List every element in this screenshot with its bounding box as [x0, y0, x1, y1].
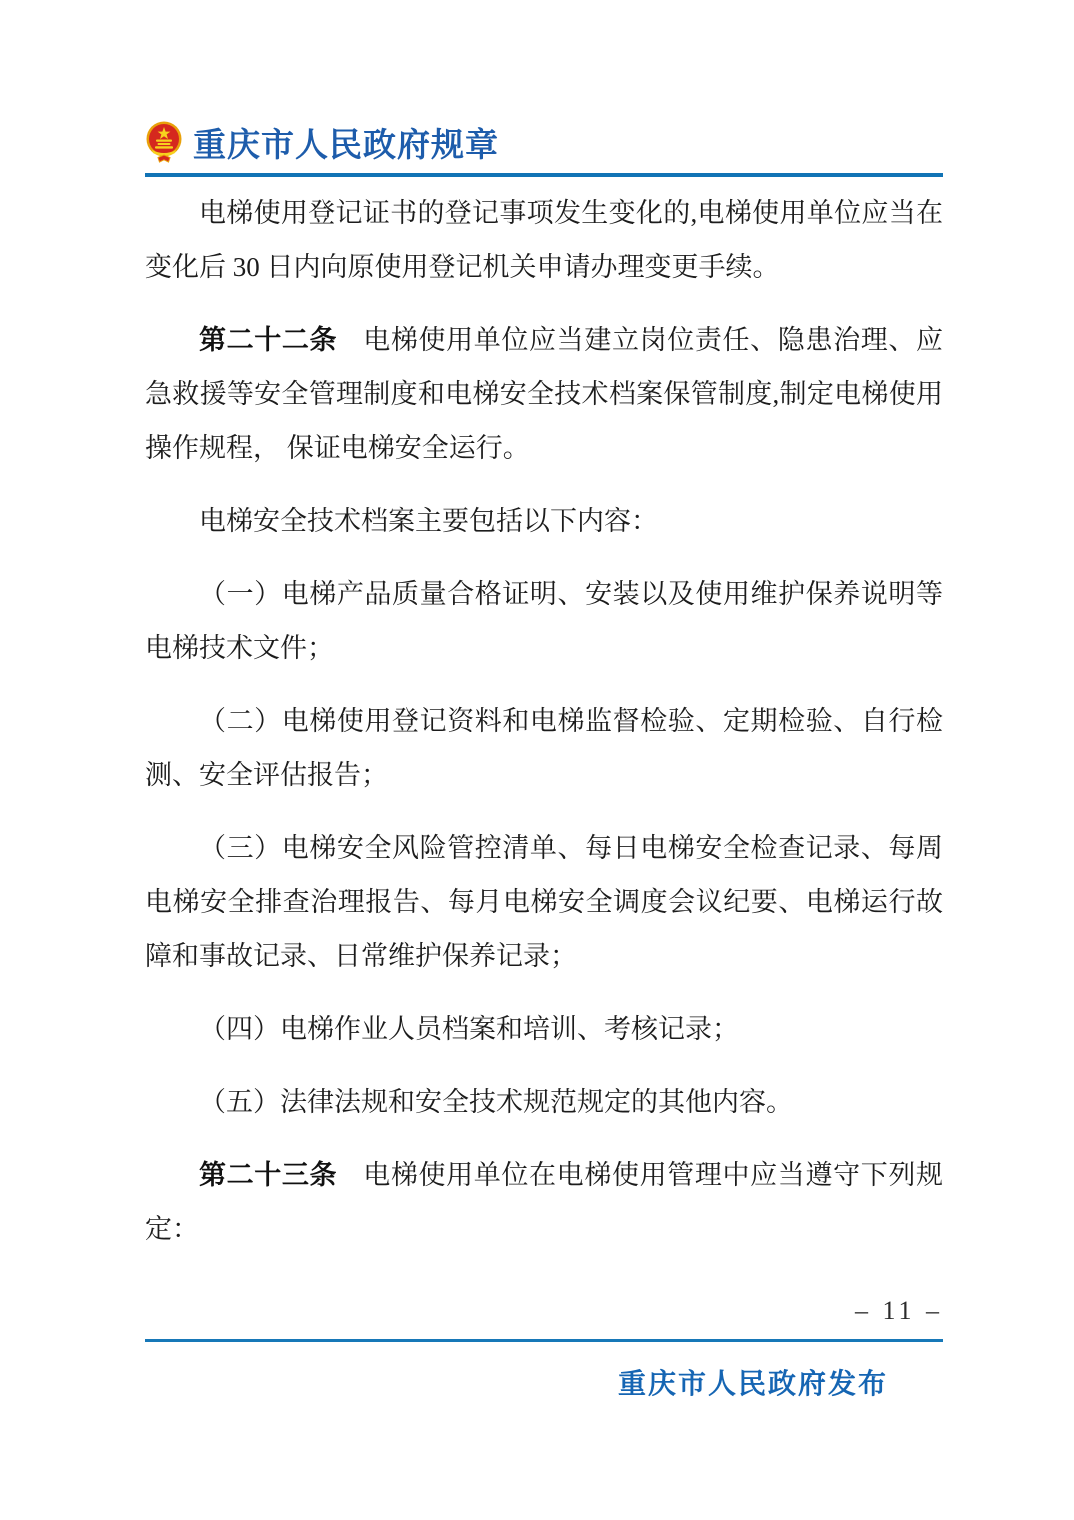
header-divider [145, 173, 943, 177]
page-title: 重庆市人民政府规章 [193, 127, 499, 164]
paragraph [145, 821, 943, 983]
paragraph [145, 694, 943, 802]
document-body [145, 186, 943, 1275]
paragraph-text: （二）电梯使用登记资料和电梯监督检验、定期检验、自行检测、安全评估报告； [145, 706, 943, 790]
paragraph [145, 494, 943, 548]
footer-divider [145, 1339, 943, 1342]
paragraph [145, 1002, 943, 1056]
paragraph [145, 313, 943, 475]
paragraph-text: 电梯安全技术档案主要包括以下内容： [199, 506, 658, 536]
paragraph [145, 1148, 943, 1256]
paragraph [145, 1075, 943, 1129]
china-national-emblem-icon [145, 121, 183, 163]
article-number: 第二十二条 [199, 325, 338, 355]
paragraph [145, 186, 943, 294]
article-number: 第二十三条 [199, 1160, 338, 1190]
paragraph-text: 电梯使用登记证书的登记事项发生变化的,电梯使用单位应当在变化后 30 日内向原使用登记机关申请办理变更手续。 [145, 198, 943, 282]
page-number: – 11 – [854, 1296, 943, 1325]
paragraph-text: 电梯使用单位在电梯使用管理中应当遵守下列规定： [145, 1160, 944, 1244]
paragraph-text: （三）电梯安全风险管控清单、每日电梯安全检查记录、每周电梯安全排查治理报告、每月电梯安全调度会议纪要、电梯运行故障和事故记录、日常维护保养记录； [145, 833, 943, 971]
publisher-label: 重庆市人民政府发布 [617, 1369, 888, 1400]
paragraph-text: 电梯使用单位应当建立岗位责任、隐患治理、应急救援等安全管理制度和电梯安全技术档案保管制度,制定电梯使用操作规程， 保证电梯安全运行。 [145, 325, 944, 463]
header-row [145, 120, 943, 164]
page-header [145, 120, 943, 177]
paragraph-text: （一）电梯产品质量合格证明、安装以及使用维护保养说明等电梯技术文件； [145, 579, 943, 663]
paragraph-text: （五）法律法规和安全技术规范规定的其他内容。 [199, 1087, 793, 1117]
paragraph-text: （四）电梯作业人员档案和培训、考核记录； [199, 1014, 739, 1044]
paragraph [145, 567, 943, 675]
